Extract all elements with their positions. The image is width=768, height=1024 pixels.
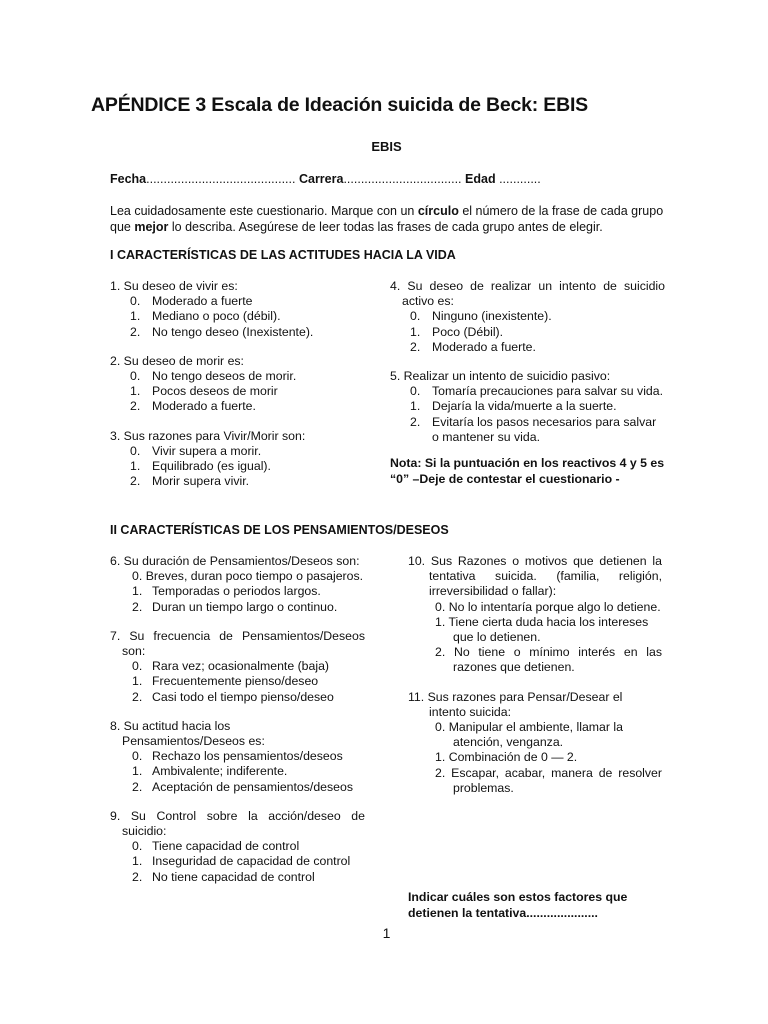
question-stem: 6. Su duración de Pensamientos/Deseos son: bbox=[110, 554, 360, 568]
question-1 bbox=[110, 279, 372, 340]
option[interactable] bbox=[110, 294, 372, 309]
option-number: 0. bbox=[132, 839, 143, 854]
option-number: 2. bbox=[132, 869, 143, 884]
question-stem: 2. Su deseo de morir es: bbox=[110, 353, 244, 368]
option-text: Tiene capacidad de control bbox=[152, 839, 300, 854]
note-text: Nota: Si la puntuación en los reactivos 4 y 5 es “0” –Deje de contestar el cuestionario - bbox=[390, 456, 665, 487]
option-text: No tengo deseo (Inexistente). bbox=[152, 324, 314, 339]
option-text: Aceptación de pensamientos/deseos bbox=[152, 779, 353, 794]
instructions bbox=[110, 203, 665, 235]
option-text: Evitaría los pasos necesarios para salvar o mantener su vida. bbox=[432, 414, 657, 444]
option[interactable] bbox=[110, 870, 365, 885]
question-stem: 1. Su deseo de vivir es: bbox=[110, 279, 238, 293]
option[interactable] bbox=[110, 309, 372, 324]
option-number: 0. bbox=[130, 443, 141, 458]
form-fields bbox=[110, 172, 541, 186]
question-stem: 5. Realizar un intento de suicidio pasivo: bbox=[390, 369, 611, 384]
option[interactable] bbox=[110, 854, 365, 869]
question-10 bbox=[408, 554, 662, 676]
option[interactable] bbox=[408, 720, 662, 750]
option-text: Morir supera vivir. bbox=[152, 474, 250, 489]
option-number: 0. bbox=[410, 384, 421, 399]
option[interactable] bbox=[408, 615, 662, 645]
intro-text-2: el número de la frase de cada grupo que bbox=[110, 204, 664, 234]
option-number: 0. bbox=[132, 569, 143, 584]
option[interactable] bbox=[110, 459, 372, 474]
option[interactable] bbox=[408, 645, 662, 675]
question-stem: 7. Su frecuencia de Pensamientos/Deseos son: bbox=[110, 628, 365, 659]
option-text: Equilibrado (es igual). bbox=[152, 459, 271, 474]
option-number: 1. bbox=[410, 324, 421, 339]
option[interactable] bbox=[110, 325, 372, 340]
option-text: No tiene o mínimo interés en las razones que detienen. bbox=[453, 645, 662, 675]
option[interactable] bbox=[110, 764, 365, 779]
option-text: Ninguno (inexistente). bbox=[432, 309, 552, 324]
question-5 bbox=[390, 369, 665, 445]
option-number: 0. bbox=[435, 599, 446, 614]
option-text: Rara vez; ocasionalmente (baja) bbox=[152, 659, 330, 674]
option[interactable] bbox=[110, 444, 372, 459]
question-7 bbox=[110, 629, 365, 705]
question-2 bbox=[110, 354, 372, 415]
question-3 bbox=[110, 429, 372, 490]
carrera-field[interactable]: .................................. bbox=[343, 172, 462, 186]
intro-bold-mejor: mejor bbox=[134, 220, 169, 234]
option-number: 1. bbox=[132, 854, 143, 869]
option-number: 1. bbox=[435, 750, 446, 765]
intro-text-3: lo describa. Asegúrese de leer todas las frases de cada grupo antes de elegir. bbox=[168, 220, 603, 234]
option[interactable] bbox=[408, 766, 662, 796]
option-text: Mediano o poco (débil). bbox=[152, 309, 281, 324]
option-number: 1. bbox=[132, 674, 143, 689]
option-number: 0. bbox=[130, 294, 141, 309]
question-4 bbox=[390, 279, 665, 355]
option-number: 0. bbox=[132, 659, 143, 674]
intro-bold-circulo: círculo bbox=[417, 204, 459, 218]
option-text: Moderado a fuerte. bbox=[152, 399, 256, 414]
option-number: 2. bbox=[132, 689, 143, 704]
option[interactable] bbox=[390, 415, 665, 445]
option[interactable] bbox=[390, 309, 665, 324]
option-number: 1. bbox=[132, 764, 143, 779]
option-text: Moderado a fuerte bbox=[152, 294, 253, 309]
question-6 bbox=[110, 554, 365, 615]
option-text: Frecuentemente pienso/deseo bbox=[152, 674, 319, 689]
option-number: 0. bbox=[435, 720, 446, 735]
option-number: 2. bbox=[130, 474, 141, 489]
option[interactable] bbox=[110, 569, 365, 584]
option[interactable] bbox=[390, 325, 665, 340]
edad-label: Edad bbox=[465, 172, 496, 186]
question-stem: 9. Su Control sobre la acción/deseo de suicidio: bbox=[110, 808, 365, 839]
option[interactable] bbox=[110, 690, 365, 705]
option-text: Tiene cierta duda hacia los intereses que lo detienen. bbox=[448, 614, 649, 645]
option[interactable] bbox=[110, 674, 365, 689]
option[interactable] bbox=[110, 399, 372, 414]
section-1-left-column bbox=[110, 279, 372, 503]
option[interactable] bbox=[110, 780, 365, 795]
option[interactable] bbox=[390, 340, 665, 355]
option-text: Rechazo los pensamientos/deseos bbox=[152, 749, 343, 764]
option-text: Ambivalente; indiferente. bbox=[152, 764, 288, 779]
option-number: 2. bbox=[132, 779, 143, 794]
option[interactable] bbox=[110, 474, 372, 489]
option-text: Duran un tiempo largo o continuo. bbox=[152, 599, 338, 614]
question-stem: 4. Su deseo de realizar un intento de suicidio activo es: bbox=[390, 279, 665, 309]
intro-text-1: Lea cuidadosamente este cuestionario. Marque con un bbox=[110, 204, 418, 218]
option[interactable] bbox=[390, 384, 665, 399]
option-text: Moderado a fuerte. bbox=[432, 339, 536, 354]
option-text: No tengo deseos de morir. bbox=[152, 369, 297, 384]
option-text: No lo intentaría porque algo lo detiene. bbox=[448, 599, 661, 614]
option-text: Temporadas o periodos largos. bbox=[152, 584, 321, 599]
option[interactable] bbox=[110, 369, 372, 384]
option[interactable] bbox=[110, 384, 372, 399]
question-8 bbox=[110, 719, 365, 795]
option-number: 2. bbox=[132, 599, 143, 614]
option-text: Pocos deseos de morir bbox=[152, 384, 278, 399]
option-text: Dejaría la vida/muerte a la suerte. bbox=[432, 399, 617, 414]
option-text: Escapar, acabar, manera de resolver problemas. bbox=[451, 765, 662, 795]
option-number: 2. bbox=[130, 399, 141, 414]
question-stem: 10. Sus Razones o motivos que detienen la tentativa suicida. (familia, religión, irreversibilidad o fallar): bbox=[408, 554, 662, 599]
section-2-heading: II CARACTERÍSTICAS DE LOS PENSAMIENTOS/DESEOS bbox=[110, 523, 449, 537]
question-9 bbox=[110, 809, 365, 885]
question-stem: 8. Su actitud hacia los Pensamientos/Deseos es: bbox=[110, 718, 265, 749]
option[interactable] bbox=[110, 659, 365, 674]
option-number: 2. bbox=[410, 339, 421, 354]
fecha-label: Fecha bbox=[110, 172, 147, 186]
option-text: Vivir supera a morir. bbox=[152, 443, 262, 458]
option-number: 1. bbox=[130, 384, 141, 399]
section-1-right-column bbox=[390, 279, 665, 487]
question-stem: 11. Sus razones para Pensar/Desear el intento suicida: bbox=[408, 689, 623, 719]
page-number: 1 bbox=[382, 925, 391, 941]
option-number: 1. bbox=[410, 399, 421, 414]
option-number: 2. bbox=[435, 765, 446, 780]
option-number: 0. bbox=[410, 309, 421, 324]
option-number: 2. bbox=[435, 645, 446, 660]
question-11 bbox=[408, 690, 662, 796]
option-number: 0. bbox=[132, 749, 143, 764]
option-text: Combinación de 0 — 2. bbox=[448, 750, 578, 765]
option-text: No tiene capacidad de control bbox=[152, 869, 315, 884]
option-number: 2. bbox=[410, 414, 421, 429]
section-1-heading: I CARACTERÍSTICAS DE LAS ACTITUDES HACIA LA VIDA bbox=[110, 248, 456, 262]
option-text: Poco (Débil). bbox=[432, 324, 504, 339]
option[interactable] bbox=[390, 399, 665, 414]
option[interactable] bbox=[110, 600, 365, 615]
page-subtitle: EBIS bbox=[371, 139, 402, 154]
section-2-left-column bbox=[110, 554, 365, 899]
option-text: Manipular el ambiente, llamar la atención, venganza. bbox=[448, 720, 623, 750]
option[interactable] bbox=[408, 600, 662, 615]
carrera-label: Carrera bbox=[298, 172, 344, 186]
option-number: 1. bbox=[130, 309, 141, 324]
option-number: 1. bbox=[130, 459, 141, 474]
option-number: 0. bbox=[130, 369, 141, 384]
fecha-field[interactable]: ........................................... bbox=[146, 172, 296, 186]
section-2-right-column bbox=[408, 554, 662, 810]
option-text: Inseguridad de capacidad de control bbox=[152, 854, 351, 869]
indicate-factors-text: Indicar cuáles son estos factores que detienen la tentativa..................... bbox=[408, 890, 628, 920]
option-number: 1. bbox=[132, 584, 143, 599]
option[interactable] bbox=[408, 750, 662, 765]
option[interactable] bbox=[110, 584, 365, 599]
option-text: Breves, duran poco tiempo o pasajeros. bbox=[145, 569, 364, 584]
page-title: APÉNDICE 3 Escala de Ideación suicida de Beck: EBIS bbox=[91, 94, 588, 116]
question-stem: 3. Sus razones para Vivir/Morir son: bbox=[110, 428, 306, 443]
option-text: Casi todo el tiempo pienso/deseo bbox=[152, 689, 334, 704]
option[interactable] bbox=[110, 839, 365, 854]
option[interactable] bbox=[110, 749, 365, 764]
option-text: Tomaría precauciones para salvar su vida. bbox=[432, 384, 664, 399]
option-number: 2. bbox=[130, 324, 141, 339]
option-number: 1. bbox=[435, 614, 446, 629]
edad-field[interactable]: ............ bbox=[499, 172, 541, 186]
